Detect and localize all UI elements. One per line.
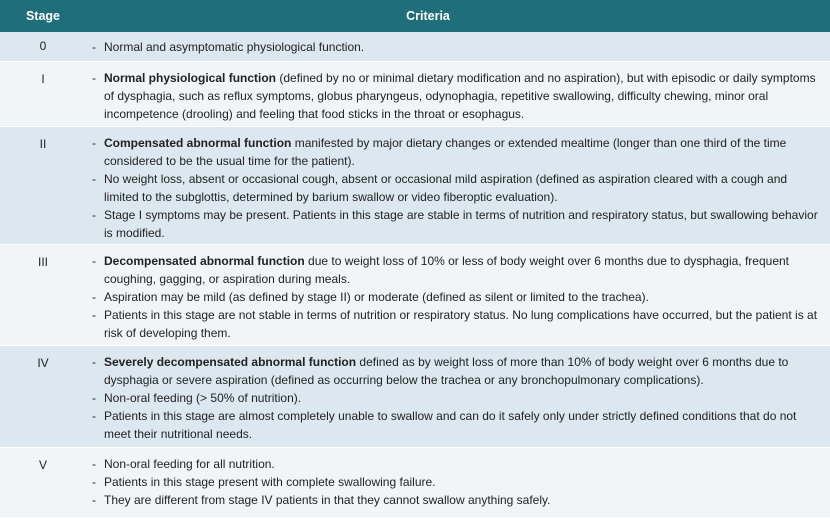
item-text: They are different from stage IV patients in that they cannot swallow anything safely. <box>104 493 551 507</box>
header-stage: Stage <box>25 9 61 23</box>
criteria-item: - Non-oral feeding for all nutrition. <box>86 455 822 473</box>
criteria-item: - Patients in this stage present with complete swallowing failure. <box>86 473 822 491</box>
criteria-item: - Decompensated abnormal function due to weight loss of 10% or less of body weight over 6 months due to dysphagia, frequent coughing, gagging, or aspiration during meals. <box>92 254 789 286</box>
table-row <box>0 127 830 245</box>
item-text: Aspiration may be mild (as defined by stage II) or moderate (defined as silent or limited to the trachea). <box>104 290 649 304</box>
table-row <box>0 346 830 448</box>
item-bold: Compensated abnormal function <box>104 136 292 150</box>
table-header <box>0 0 830 32</box>
stage-cell: III <box>37 255 48 269</box>
stage-cell: II <box>39 137 47 151</box>
criteria-item: - Severely decompensated abnormal function defined as by weight loss of more than 10% of body weight over 6 months due to dysphagia or severe aspiration (defined as occurring below the trachea or any bronchopulmonary complications). <box>92 355 789 387</box>
table-row <box>0 448 830 518</box>
item-text: Patients in this stage present with complete swallowing failure. <box>104 475 436 489</box>
criteria-item: - Normal and asymptomatic physiological function. <box>92 40 365 54</box>
table-row <box>0 32 830 62</box>
item-text: manifested by major dietary changes or extended mealtime (longer than one third of the time considered to be the usual time for the patient). <box>104 136 787 168</box>
criteria-item: - Aspiration may be mild (as defined by stage II) or moderate (defined as silent or limited to the trachea). <box>86 288 822 306</box>
item-text: (defined by no or minimal dietary modification and no aspiration), but with episodic or daily symptoms of dysphagia, such as reflux symptoms, globus pharyngeus, odynophagia, repetitive swallowing, difficulty chewing, minor oral incompetence (drooling) and feeling that food sticks in the throat or esophagus. <box>104 71 816 121</box>
stage-cell: I <box>41 72 45 86</box>
criteria-cell <box>86 245 830 345</box>
criteria-item: - Patients in this stage are almost completely unable to swallow and can do it safely only under strictly defined conditions that do not meet their nutritional needs. <box>86 407 822 443</box>
criteria-item: - Non-oral feeding (> 50% of nutrition). <box>86 389 822 407</box>
item-bold: Normal physiological function <box>104 71 277 85</box>
item-text: due to weight loss of 10% or less of body weight over 6 months due to dysphagia, frequent coughing, gagging, or aspiration during meals. <box>104 254 789 286</box>
criteria-cell <box>86 62 830 126</box>
item-text: Patients in this stage are not stable in terms of nutrition or respiratory status. No lung complications have occurred, but the patient is at risk of developing them. <box>104 308 818 340</box>
item-text: defined as by weight loss of more than 10% of body weight over 6 months due to dysphagia or severe aspiration (defined as occurring below the trachea or any bronchopulmonary complications). <box>104 355 789 387</box>
item-bold: Severely decompensated abnormal function <box>104 355 357 369</box>
item-text: Non-oral feeding for all nutrition. <box>104 457 275 471</box>
criteria-item: - Compensated abnormal function manifested by major dietary changes or extended mealtime (longer than one third of the time considered to be the usual time for the patient). <box>92 136 787 168</box>
item-text: Stage I symptoms may be present. Patients in this stage are stable in terms of nutrition and respiratory status, but swallowing behavior is modified. <box>104 208 818 240</box>
criteria-item: - No weight loss, absent or occasional cough, absent or occasional mild aspiration (defined as aspiration cleared with a cough and limited to the subglottis, determined by barium swallow or video fiberoptic evaluation). <box>86 170 822 206</box>
criteria-item: - Patients in this stage are not stable in terms of nutrition or respiratory status. No lung complications have occurred, but the patient is at risk of developing them. <box>86 306 822 342</box>
item-text: No weight loss, absent or occasional cough, absent or occasional mild aspiration (defined as aspiration cleared with a cough and limited to the subglottis, determined by barium swallow or video fiberoptic evaluation). <box>104 172 788 204</box>
criteria-cell <box>86 448 830 517</box>
stage-cell: V <box>38 458 47 472</box>
header-criteria: Criteria <box>406 9 450 23</box>
stage-cell: IV <box>37 356 49 370</box>
criteria-cell <box>86 346 830 447</box>
criteria-cell <box>86 32 830 61</box>
stage-cell: 0 <box>39 39 47 53</box>
criteria-item: - Stage I symptoms may be present. Patients in this stage are stable in terms of nutrition and respiratory status, but swallowing behavior is modified. <box>86 206 822 242</box>
item-text: Non-oral feeding (> 50% of nutrition). <box>104 391 302 405</box>
item-bold: Decompensated abnormal function <box>104 254 305 268</box>
item-text: Normal and asymptomatic physiological function. <box>104 40 365 54</box>
criteria-item: - They are different from stage IV patients in that they cannot swallow anything safely. <box>86 491 822 509</box>
criteria-item: - Normal physiological function (defined by no or minimal dietary modification and no aspiration), but with episodic or daily symptoms of dysphagia, such as reflux symptoms, globus pharyngeus, odynophagia, repetitive swallowing, difficulty chewing, minor oral incompetence (drooling) and feeling that food sticks in the throat or esophagus. <box>92 71 816 121</box>
criteria-cell <box>86 127 830 244</box>
table-row <box>0 62 830 127</box>
item-text: Patients in this stage are almost completely unable to swallow and can do it safely only under strictly defined conditions that do not meet their nutritional needs. <box>104 409 797 441</box>
table-row <box>0 245 830 346</box>
